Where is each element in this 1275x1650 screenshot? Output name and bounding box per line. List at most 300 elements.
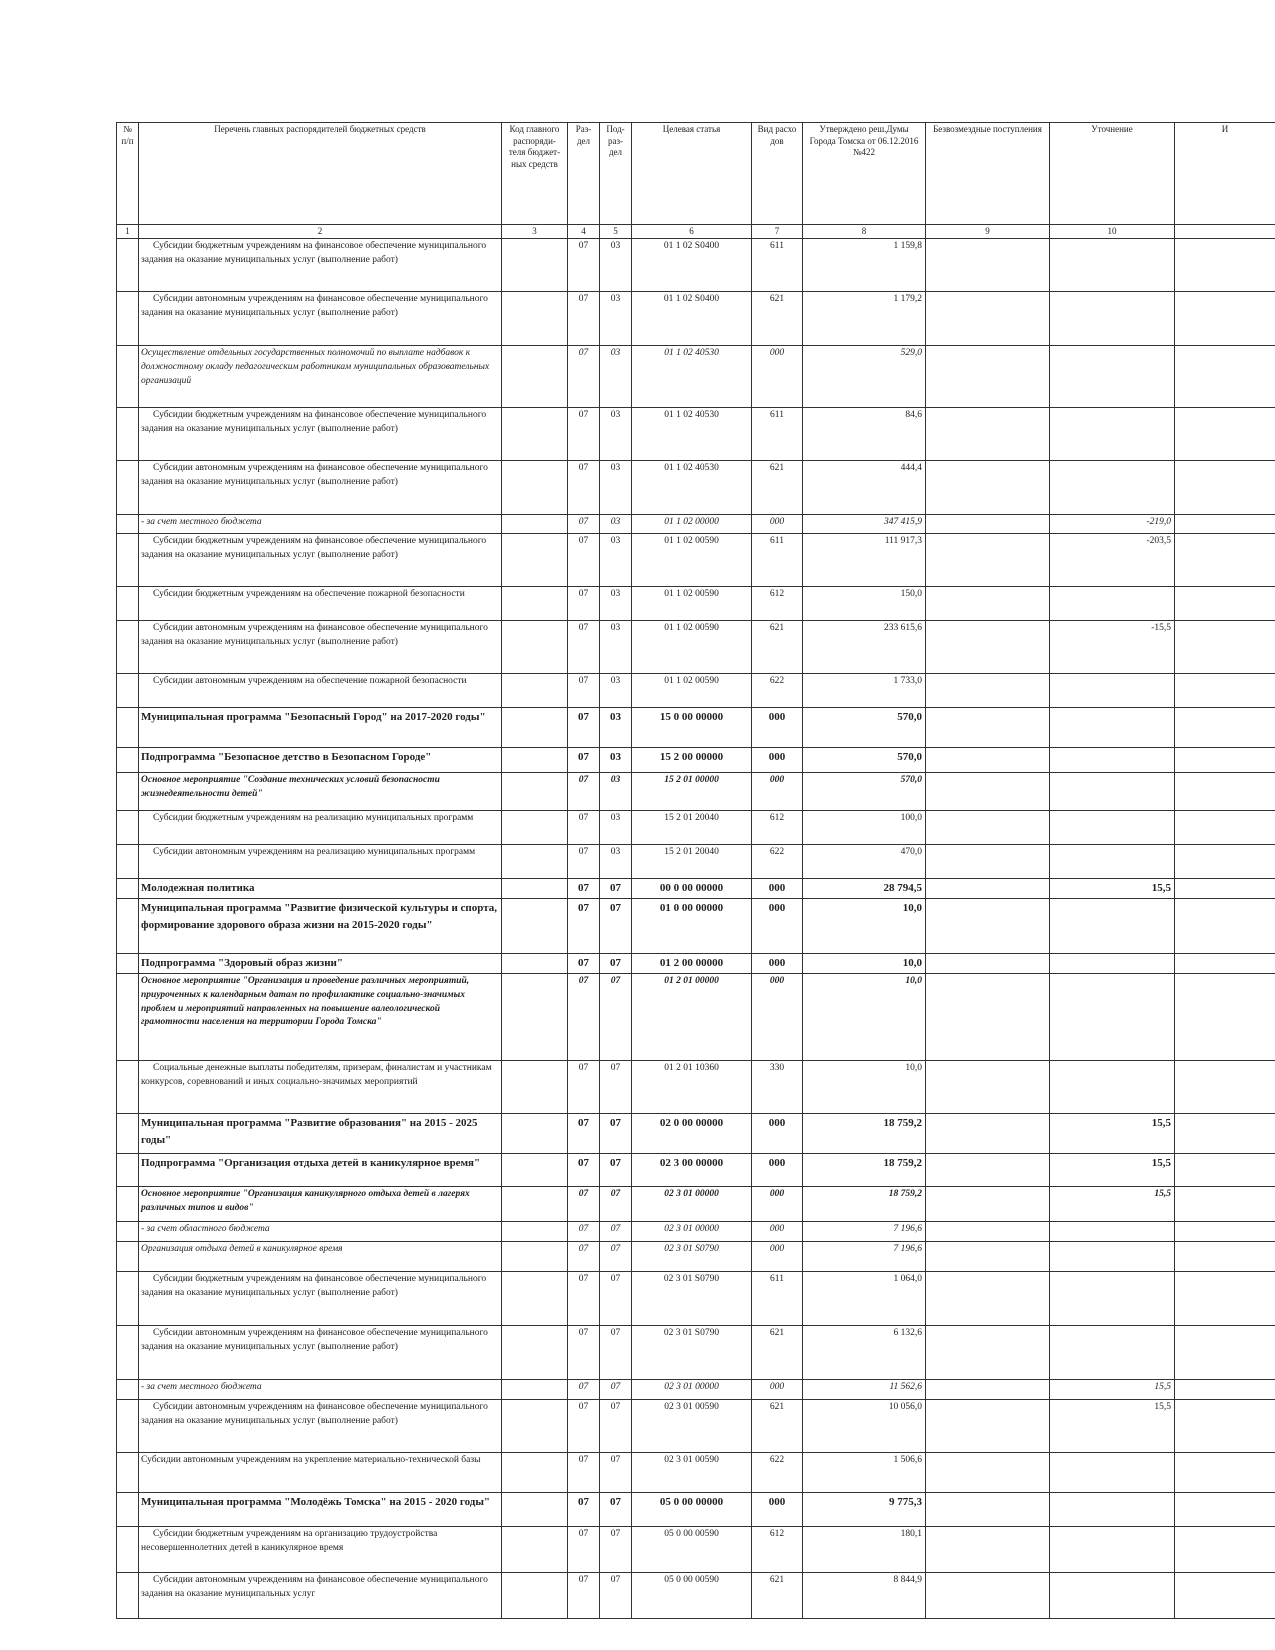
col-header-kod: Код главного распоряди-теля бюджет-ных средств	[502, 123, 568, 225]
row-kod-cell	[502, 1573, 568, 1619]
row-kod-cell	[502, 1187, 568, 1222]
row-name-cell: Субсидии бюджетным учреждениям на реализацию муниципальных программ	[139, 811, 502, 845]
row-vid-cell: 000	[752, 974, 803, 1061]
row-kod-cell	[502, 1400, 568, 1453]
row-vid-cell: 330	[752, 1061, 803, 1114]
row-utoch-cell: -15,5	[1050, 621, 1175, 674]
row-podrazdel-cell: 07	[600, 899, 632, 954]
row-last-cell	[1175, 748, 1275, 773]
row-kod-cell	[502, 515, 568, 534]
row-bezvozm-cell	[926, 408, 1050, 461]
row-utv-cell: 8 844,9	[803, 1573, 926, 1619]
row-number-cell	[117, 748, 139, 773]
row-bezvozm-cell	[926, 1573, 1050, 1619]
row-last-cell	[1175, 708, 1275, 748]
row-utoch-cell	[1050, 1222, 1175, 1242]
row-celevaya-cell: 15 2 00 00000	[632, 748, 752, 773]
row-name-cell: Субсидии автономным учреждениям на укрепление материально-технической базы	[139, 1453, 502, 1493]
row-last-cell	[1175, 1453, 1275, 1493]
row-razdel-cell: 07	[568, 1326, 600, 1380]
row-razdel-cell: 07	[568, 974, 600, 1061]
table-row	[117, 1154, 1275, 1187]
row-utv-cell: 570,0	[803, 748, 926, 773]
row-bezvozm-cell	[926, 1326, 1050, 1380]
row-vid-cell: 612	[752, 1527, 803, 1573]
table-row	[117, 1453, 1275, 1493]
row-kod-cell	[502, 534, 568, 587]
row-last-cell	[1175, 239, 1275, 292]
row-number-cell	[117, 974, 139, 1061]
col-number: 2	[139, 225, 502, 239]
table-row	[117, 239, 1275, 292]
row-podrazdel-cell: 03	[600, 587, 632, 621]
row-razdel-cell: 07	[568, 708, 600, 748]
row-kod-cell	[502, 1527, 568, 1573]
row-utv-cell: 180,1	[803, 1527, 926, 1573]
table-row	[117, 1527, 1275, 1573]
row-utv-cell: 18 759,2	[803, 1114, 926, 1154]
row-last-cell	[1175, 461, 1275, 515]
row-podrazdel-cell: 07	[600, 1527, 632, 1573]
row-bezvozm-cell	[926, 461, 1050, 515]
row-number-cell	[117, 1272, 139, 1326]
row-utv-cell: 1 733,0	[803, 674, 926, 708]
row-last-cell	[1175, 621, 1275, 674]
row-razdel-cell: 07	[568, 879, 600, 899]
table-row	[117, 461, 1275, 515]
row-vid-cell: 612	[752, 811, 803, 845]
row-kod-cell	[502, 621, 568, 674]
row-razdel-cell: 07	[568, 954, 600, 974]
row-utv-cell: 18 759,2	[803, 1187, 926, 1222]
row-number-cell	[117, 1453, 139, 1493]
row-utoch-cell	[1050, 1326, 1175, 1380]
row-vid-cell: 000	[752, 346, 803, 408]
row-celevaya-cell: 02 3 01 00590	[632, 1453, 752, 1493]
row-kod-cell	[502, 1272, 568, 1326]
row-kod-cell	[502, 773, 568, 811]
row-bezvozm-cell	[926, 1187, 1050, 1222]
table-row	[117, 1493, 1275, 1527]
row-podrazdel-cell: 07	[600, 954, 632, 974]
row-razdel-cell: 07	[568, 239, 600, 292]
row-podrazdel-cell: 03	[600, 346, 632, 408]
row-bezvozm-cell	[926, 1453, 1050, 1493]
row-name-cell: Муниципальная программа "Развитие образования" на 2015 - 2025 годы"	[139, 1114, 502, 1154]
row-celevaya-cell: 01 1 02 00000	[632, 515, 752, 534]
row-last-cell	[1175, 292, 1275, 346]
row-number-cell	[117, 534, 139, 587]
row-last-cell	[1175, 587, 1275, 621]
row-vid-cell: 611	[752, 1272, 803, 1326]
row-number-cell	[117, 1527, 139, 1573]
row-last-cell	[1175, 1061, 1275, 1114]
row-razdel-cell: 07	[568, 346, 600, 408]
row-podrazdel-cell: 07	[600, 1493, 632, 1527]
row-kod-cell	[502, 748, 568, 773]
row-utoch-cell	[1050, 1242, 1175, 1272]
row-last-cell	[1175, 1380, 1275, 1400]
row-last-cell	[1175, 1573, 1275, 1619]
row-kod-cell	[502, 239, 568, 292]
row-razdel-cell: 07	[568, 292, 600, 346]
row-kod-cell	[502, 587, 568, 621]
row-razdel-cell: 07	[568, 1242, 600, 1272]
table-row	[117, 534, 1275, 587]
row-celevaya-cell: 02 3 01 S0790	[632, 1272, 752, 1326]
row-podrazdel-cell: 07	[600, 879, 632, 899]
row-kod-cell	[502, 292, 568, 346]
row-utv-cell: 1 064,0	[803, 1272, 926, 1326]
row-podrazdel-cell: 07	[600, 1400, 632, 1453]
row-razdel-cell: 07	[568, 587, 600, 621]
row-vid-cell: 000	[752, 1222, 803, 1242]
row-podrazdel-cell: 03	[600, 674, 632, 708]
table-row	[117, 621, 1275, 674]
row-kod-cell	[502, 845, 568, 879]
row-kod-cell	[502, 1380, 568, 1400]
row-utoch-cell	[1050, 811, 1175, 845]
row-utv-cell: 111 917,3	[803, 534, 926, 587]
row-bezvozm-cell	[926, 239, 1050, 292]
row-podrazdel-cell: 07	[600, 1272, 632, 1326]
row-name-cell: - за счет местного бюджета	[139, 1380, 502, 1400]
col-number: 5	[600, 225, 632, 239]
row-vid-cell: 622	[752, 1453, 803, 1493]
row-utv-cell: 444,4	[803, 461, 926, 515]
row-vid-cell: 000	[752, 1187, 803, 1222]
row-number-cell	[117, 1573, 139, 1619]
col-number	[1175, 225, 1275, 239]
row-podrazdel-cell: 03	[600, 811, 632, 845]
row-podrazdel-cell: 03	[600, 748, 632, 773]
row-utv-cell: 84,6	[803, 408, 926, 461]
row-razdel-cell: 07	[568, 773, 600, 811]
row-last-cell	[1175, 811, 1275, 845]
table-row	[117, 1573, 1275, 1619]
row-bezvozm-cell	[926, 899, 1050, 954]
row-celevaya-cell: 01 2 01 10360	[632, 1061, 752, 1114]
row-utoch-cell: 15,5	[1050, 879, 1175, 899]
row-utoch-cell	[1050, 292, 1175, 346]
row-utoch-cell	[1050, 954, 1175, 974]
row-utv-cell: 570,0	[803, 708, 926, 748]
row-celevaya-cell: 02 3 00 00000	[632, 1154, 752, 1187]
row-utv-cell: 1 506,6	[803, 1453, 926, 1493]
row-last-cell	[1175, 899, 1275, 954]
table-row	[117, 899, 1275, 954]
row-razdel-cell: 07	[568, 515, 600, 534]
row-bezvozm-cell	[926, 974, 1050, 1061]
row-vid-cell: 000	[752, 899, 803, 954]
row-utv-cell: 233 615,6	[803, 621, 926, 674]
row-celevaya-cell: 02 3 01 00000	[632, 1187, 752, 1222]
row-celevaya-cell: 02 3 01 00000	[632, 1380, 752, 1400]
row-utoch-cell	[1050, 587, 1175, 621]
row-number-cell	[117, 239, 139, 292]
row-number-cell	[117, 1326, 139, 1380]
row-podrazdel-cell: 07	[600, 974, 632, 1061]
row-name-cell: Субсидии бюджетным учреждениям на финансовое обеспечение муниципального задания на оказание муниципальных услуг (выполнение работ)	[139, 239, 502, 292]
row-podrazdel-cell: 03	[600, 408, 632, 461]
row-celevaya-cell: 05 0 00 00590	[632, 1527, 752, 1573]
col-header-no: № п/п	[117, 123, 139, 225]
row-celevaya-cell: 02 3 01 00000	[632, 1222, 752, 1242]
row-kod-cell	[502, 879, 568, 899]
row-celevaya-cell: 15 2 01 20040	[632, 845, 752, 879]
row-last-cell	[1175, 773, 1275, 811]
row-celevaya-cell: 01 1 02 00590	[632, 621, 752, 674]
row-celevaya-cell: 02 3 01 S0790	[632, 1242, 752, 1272]
row-number-cell	[117, 408, 139, 461]
row-kod-cell	[502, 974, 568, 1061]
row-name-cell: Субсидии бюджетным учреждениям на организацию трудоустройства несовершеннолетних детей в каникулярное время	[139, 1527, 502, 1573]
row-razdel-cell: 07	[568, 1493, 600, 1527]
row-kod-cell	[502, 1114, 568, 1154]
row-razdel-cell: 07	[568, 621, 600, 674]
table-row	[117, 1272, 1275, 1326]
row-vid-cell: 000	[752, 515, 803, 534]
row-vid-cell: 000	[752, 1380, 803, 1400]
col-number: 4	[568, 225, 600, 239]
row-name-cell: Молодежная политика	[139, 879, 502, 899]
table-row	[117, 292, 1275, 346]
row-number-cell	[117, 1154, 139, 1187]
col-header-bezvozm: Безвозмездные поступления	[926, 123, 1050, 225]
row-utoch-cell: 15,5	[1050, 1400, 1175, 1453]
row-celevaya-cell: 15 0 00 00000	[632, 708, 752, 748]
col-number: 10	[1050, 225, 1175, 239]
row-name-cell: - за счет местного бюджета	[139, 515, 502, 534]
row-name-cell: Субсидии автономным учреждениям на реализацию муниципальных программ	[139, 845, 502, 879]
col-header-celevaya: Целевая статья	[632, 123, 752, 225]
row-name-cell: Муниципальная программа "Развитие физической культуры и спорта, формирование здорового образа жизни на 2015-2020 годы"	[139, 899, 502, 954]
row-kod-cell	[502, 1453, 568, 1493]
row-name-cell: Субсидии автономным учреждениям на обеспечение пожарной безопасности	[139, 674, 502, 708]
row-number-cell	[117, 461, 139, 515]
row-podrazdel-cell: 07	[600, 1114, 632, 1154]
row-vid-cell: 611	[752, 408, 803, 461]
row-bezvozm-cell	[926, 708, 1050, 748]
row-vid-cell: 000	[752, 879, 803, 899]
row-celevaya-cell: 05 0 00 00590	[632, 1573, 752, 1619]
row-utv-cell: 470,0	[803, 845, 926, 879]
row-name-cell: Субсидии автономным учреждениям на финансовое обеспечение муниципального задания на оказание муниципальных услуг (выполнение работ)	[139, 1400, 502, 1453]
row-utoch-cell	[1050, 408, 1175, 461]
row-name-cell: Муниципальная программа "Молодёжь Томска" на 2015 - 2020 годы"	[139, 1493, 502, 1527]
row-celevaya-cell: 15 2 01 20040	[632, 811, 752, 845]
table-row	[117, 346, 1275, 408]
row-utoch-cell	[1050, 239, 1175, 292]
row-last-cell	[1175, 674, 1275, 708]
row-number-cell	[117, 899, 139, 954]
row-utv-cell: 10,0	[803, 1061, 926, 1114]
row-last-cell	[1175, 1242, 1275, 1272]
row-celevaya-cell: 01 1 02 S0400	[632, 292, 752, 346]
row-utv-cell: 529,0	[803, 346, 926, 408]
col-number: 7	[752, 225, 803, 239]
row-celevaya-cell: 01 0 00 00000	[632, 899, 752, 954]
row-bezvozm-cell	[926, 292, 1050, 346]
row-last-cell	[1175, 515, 1275, 534]
row-number-cell	[117, 292, 139, 346]
row-podrazdel-cell: 07	[600, 1154, 632, 1187]
col-header-name: Перечень главных распорядителей бюджетных средств	[139, 123, 502, 225]
row-podrazdel-cell: 07	[600, 1187, 632, 1222]
row-razdel-cell: 07	[568, 845, 600, 879]
row-celevaya-cell: 01 1 02 00590	[632, 674, 752, 708]
row-number-cell	[117, 879, 139, 899]
row-podrazdel-cell: 07	[600, 1326, 632, 1380]
table-row	[117, 1061, 1275, 1114]
row-celevaya-cell: 01 1 02 40530	[632, 461, 752, 515]
row-kod-cell	[502, 899, 568, 954]
row-bezvozm-cell	[926, 1061, 1050, 1114]
row-celevaya-cell: 02 3 01 00590	[632, 1400, 752, 1453]
row-kod-cell	[502, 461, 568, 515]
row-razdel-cell: 07	[568, 1154, 600, 1187]
row-name-cell: Субсидии бюджетным учреждениям на финансовое обеспечение муниципального задания на оказание муниципальных услуг (выполнение работ)	[139, 408, 502, 461]
row-utoch-cell	[1050, 974, 1175, 1061]
table-row	[117, 954, 1275, 974]
row-bezvozm-cell	[926, 1272, 1050, 1326]
row-utoch-cell	[1050, 1061, 1175, 1114]
row-razdel-cell: 07	[568, 1222, 600, 1242]
row-podrazdel-cell: 03	[600, 461, 632, 515]
row-vid-cell: 000	[752, 748, 803, 773]
row-utoch-cell	[1050, 346, 1175, 408]
row-name-cell: Основное мероприятие "Организация каникулярного отдыха детей в лагерях различных типов и видов"	[139, 1187, 502, 1222]
row-utv-cell: 6 132,6	[803, 1326, 926, 1380]
row-number-cell	[117, 1187, 139, 1222]
row-name-cell: Организация отдыха детей в каникулярное время	[139, 1242, 502, 1272]
row-kod-cell	[502, 1061, 568, 1114]
row-kod-cell	[502, 708, 568, 748]
row-vid-cell: 612	[752, 587, 803, 621]
col-number: 8	[803, 225, 926, 239]
row-celevaya-cell: 01 1 02 S0400	[632, 239, 752, 292]
row-name-cell: Субсидии автономным учреждениям на финансовое обеспечение муниципального задания на оказание муниципальных услуг (выполнение работ)	[139, 1326, 502, 1380]
row-last-cell	[1175, 1187, 1275, 1222]
table-row	[117, 1222, 1275, 1242]
row-vid-cell: 621	[752, 1573, 803, 1619]
row-utv-cell: 10,0	[803, 899, 926, 954]
row-bezvozm-cell	[926, 1222, 1050, 1242]
row-number-cell	[117, 811, 139, 845]
row-utoch-cell: 15,5	[1050, 1154, 1175, 1187]
row-bezvozm-cell	[926, 587, 1050, 621]
row-utoch-cell: -203,5	[1050, 534, 1175, 587]
table-row	[117, 811, 1275, 845]
table-row	[117, 515, 1275, 534]
row-number-cell	[117, 954, 139, 974]
row-razdel-cell: 07	[568, 1114, 600, 1154]
row-razdel-cell: 07	[568, 408, 600, 461]
row-name-cell: Муниципальная программа "Безопасный Город" на 2017-2020 годы"	[139, 708, 502, 748]
col-number: 3	[502, 225, 568, 239]
col-number: 1	[117, 225, 139, 239]
row-number-cell	[117, 346, 139, 408]
row-utv-cell: 100,0	[803, 811, 926, 845]
row-last-cell	[1175, 845, 1275, 879]
row-razdel-cell: 07	[568, 1527, 600, 1573]
row-utoch-cell	[1050, 899, 1175, 954]
row-name-cell: Субсидии автономным учреждениям на финансовое обеспечение муниципального задания на оказание муниципальных услуг (выполнение работ)	[139, 292, 502, 346]
row-name-cell: Основное мероприятие "Организация и проведение различных мероприятий, приуроченных к календарным датам по профилактике социально-значимых проблем и мероприятий направленных на повышение валеологической грамотности населения на территории Города Томска"	[139, 974, 502, 1061]
row-podrazdel-cell: 07	[600, 1242, 632, 1272]
row-number-cell	[117, 621, 139, 674]
row-vid-cell: 611	[752, 534, 803, 587]
row-bezvozm-cell	[926, 621, 1050, 674]
row-utv-cell: 1 159,8	[803, 239, 926, 292]
row-podrazdel-cell: 07	[600, 1573, 632, 1619]
row-bezvozm-cell	[926, 811, 1050, 845]
row-number-cell	[117, 1222, 139, 1242]
table-row	[117, 587, 1275, 621]
table-row	[117, 1400, 1275, 1453]
row-number-cell	[117, 674, 139, 708]
row-celevaya-cell: 01 2 00 00000	[632, 954, 752, 974]
row-name-cell: - за счет областного бюджета	[139, 1222, 502, 1242]
row-celevaya-cell: 00 0 00 00000	[632, 879, 752, 899]
row-razdel-cell: 07	[568, 1187, 600, 1222]
row-utoch-cell	[1050, 1493, 1175, 1527]
row-bezvozm-cell	[926, 773, 1050, 811]
row-utoch-cell	[1050, 461, 1175, 515]
row-name-cell: Субсидии автономным учреждениям на финансовое обеспечение муниципального задания на оказание муниципальных услуг (выполнение работ)	[139, 461, 502, 515]
row-last-cell	[1175, 1527, 1275, 1573]
row-kod-cell	[502, 1222, 568, 1242]
row-bezvozm-cell	[926, 1242, 1050, 1272]
row-kod-cell	[502, 1242, 568, 1272]
budget-table	[116, 122, 1275, 1619]
col-header-last: И	[1175, 123, 1275, 225]
row-number-cell	[117, 845, 139, 879]
row-vid-cell: 000	[752, 773, 803, 811]
row-celevaya-cell: 02 0 00 00000	[632, 1114, 752, 1154]
col-header-utv: Утверждено реш.Думы Города Томска от 06.12.2016 №422	[803, 123, 926, 225]
row-kod-cell	[502, 811, 568, 845]
table-row	[117, 845, 1275, 879]
row-utoch-cell	[1050, 845, 1175, 879]
col-header-podrazdel: Под-раз-дел	[600, 123, 632, 225]
row-vid-cell: 621	[752, 621, 803, 674]
col-header-vid: Вид расхо дов	[752, 123, 803, 225]
row-utv-cell: 7 196,6	[803, 1222, 926, 1242]
table-row	[117, 1326, 1275, 1380]
row-celevaya-cell: 01 1 02 00590	[632, 534, 752, 587]
row-bezvozm-cell	[926, 1154, 1050, 1187]
row-kod-cell	[502, 1154, 568, 1187]
row-last-cell	[1175, 1272, 1275, 1326]
row-razdel-cell: 07	[568, 748, 600, 773]
row-last-cell	[1175, 346, 1275, 408]
row-utv-cell: 10,0	[803, 954, 926, 974]
row-podrazdel-cell: 03	[600, 515, 632, 534]
row-name-cell: Социальные денежные выплаты победителям, призерам, финалистам и участникам конкурсов, соревнований и иных социально-значимых мероприятий	[139, 1061, 502, 1114]
row-podrazdel-cell: 03	[600, 708, 632, 748]
row-kod-cell	[502, 954, 568, 974]
row-vid-cell: 621	[752, 292, 803, 346]
row-last-cell	[1175, 1493, 1275, 1527]
row-razdel-cell: 07	[568, 461, 600, 515]
row-number-cell	[117, 708, 139, 748]
row-utoch-cell	[1050, 1573, 1175, 1619]
row-celevaya-cell: 05 0 00 00000	[632, 1493, 752, 1527]
row-podrazdel-cell: 03	[600, 292, 632, 346]
col-number: 6	[632, 225, 752, 239]
row-kod-cell	[502, 408, 568, 461]
